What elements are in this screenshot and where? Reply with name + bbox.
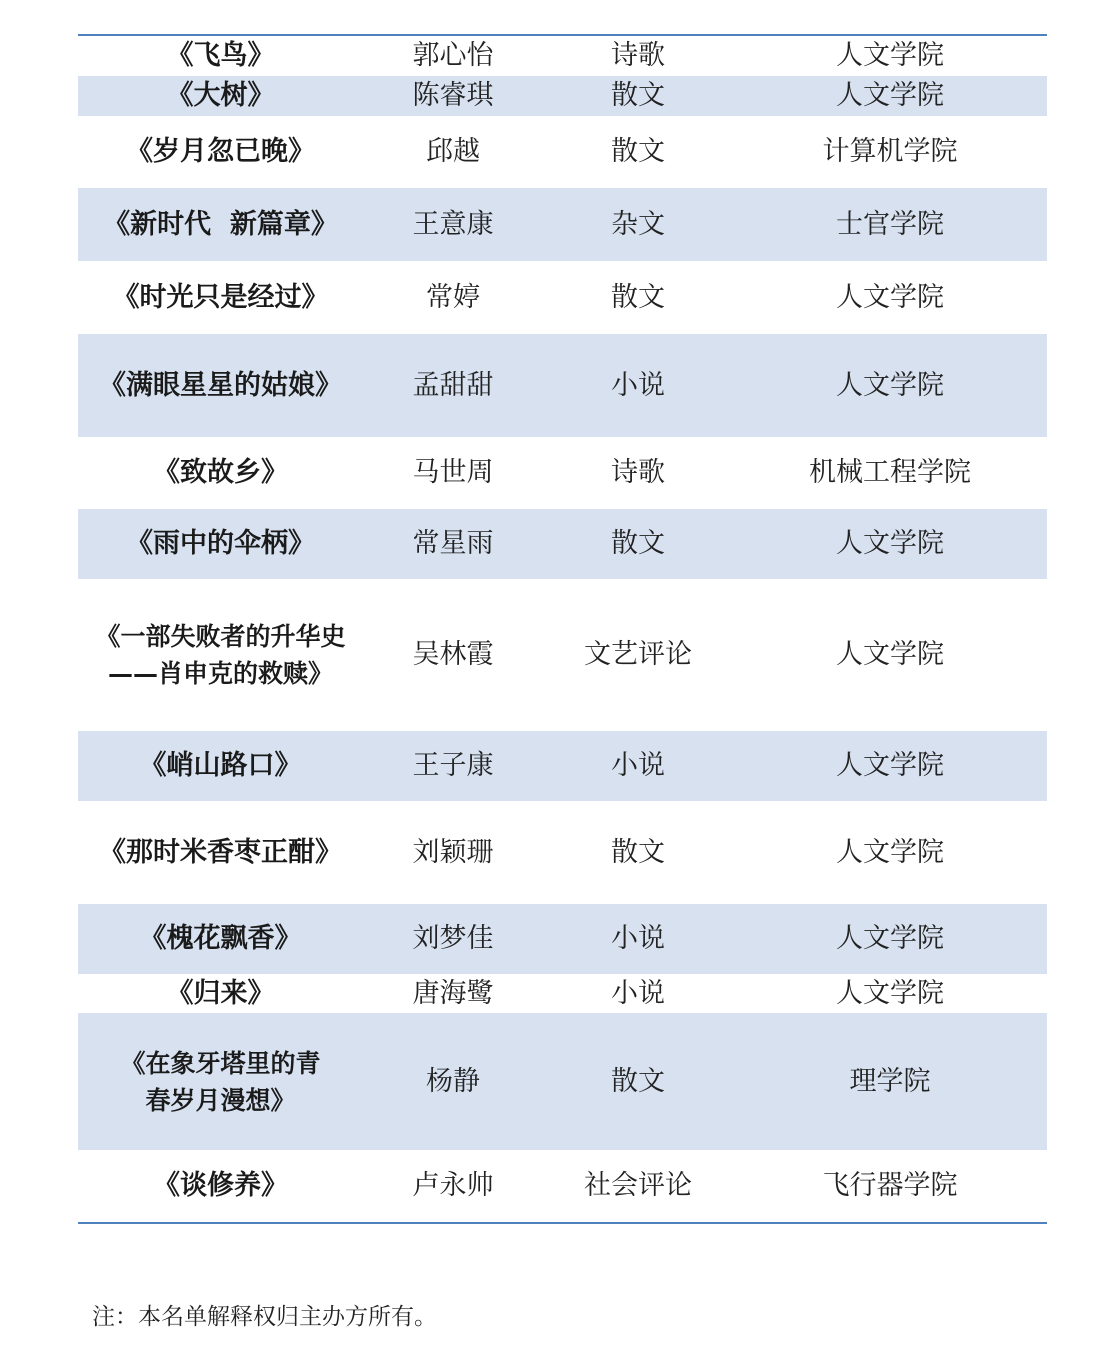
genre: 散文: [543, 509, 733, 579]
author-name: 马世周: [412, 457, 494, 489]
work-title: 《致故乡》: [153, 457, 288, 489]
work-title-line: 《一部失败者的升华史: [95, 622, 346, 651]
author-name: 吴林霞: [412, 639, 494, 671]
genre: 小说: [543, 731, 733, 801]
table-row: [78, 334, 1047, 437]
work-title: 《峭山路口》: [78, 731, 363, 801]
author-name: 卢永帅: [412, 1170, 494, 1202]
table-row: [78, 1013, 1047, 1150]
college: 士官学院: [733, 188, 1047, 261]
college: 人文学院: [836, 639, 944, 671]
college: 人文学院: [836, 836, 944, 868]
college: 计算机学院: [822, 136, 958, 168]
work-title: 《岁月忽已晚》: [126, 136, 315, 168]
genre: 小说: [611, 977, 665, 1009]
work-title: [78, 1013, 363, 1150]
table-row: [78, 974, 1047, 1013]
college: 理学院: [733, 1013, 1047, 1150]
work-title: 《大树》: [78, 76, 363, 116]
table-row: [78, 76, 1047, 116]
work-title: 《新时代 新篇章》: [78, 188, 363, 261]
work-title: 《飞鸟》: [166, 40, 275, 72]
genre: 散文: [543, 1013, 733, 1150]
work-title-line: 《在象牙塔里的青: [120, 1048, 321, 1078]
author-name: 王意康: [363, 188, 543, 261]
college: 人文学院: [733, 509, 1047, 579]
work-title: 《那时米香枣正酣》: [99, 836, 342, 868]
genre: 诗歌: [611, 457, 665, 489]
table-row: [78, 36, 1047, 76]
genre: 杂文: [543, 188, 733, 261]
college: 人文学院: [733, 76, 1047, 116]
college: 人文学院: [836, 281, 944, 313]
genre: 小说: [543, 904, 733, 974]
work-title-line: 春岁月漫想》: [145, 1085, 296, 1115]
college: 机械工程学院: [809, 457, 971, 489]
college: 人文学院: [733, 731, 1047, 801]
author-name: 刘颖珊: [412, 836, 494, 868]
work-title: 《满眼星星的姑娘》: [78, 334, 363, 437]
author-name: 郭心怡: [412, 40, 494, 72]
work-title: [78, 579, 363, 731]
genre: 散文: [543, 76, 733, 116]
table-row: [78, 801, 1047, 904]
college: 人文学院: [836, 40, 944, 72]
table-row: [78, 579, 1047, 731]
work-title: 《雨中的伞柄》: [78, 509, 363, 579]
table-row: [78, 116, 1047, 188]
author-name: 杨静: [363, 1013, 543, 1150]
author-name: 刘梦佳: [363, 904, 543, 974]
genre: 散文: [611, 136, 665, 168]
genre: 社会评论: [584, 1170, 692, 1202]
college: 飞行器学院: [822, 1170, 958, 1202]
author-name: 唐海鹭: [412, 977, 494, 1009]
genre: 文艺评论: [584, 639, 692, 671]
award-table: [78, 36, 1047, 1222]
genre: 诗歌: [611, 40, 665, 72]
award-list-table: [78, 34, 1047, 1224]
genre: 小说: [543, 334, 733, 437]
genre: 散文: [611, 281, 665, 313]
footnote: 注：本名单解释权归主办方所有。: [92, 1304, 437, 1330]
table-row: [78, 904, 1047, 974]
college: 人文学院: [733, 334, 1047, 437]
table-row: [78, 1150, 1047, 1222]
work-title: 《谈修养》: [153, 1170, 288, 1202]
author-name: 王子康: [363, 731, 543, 801]
college: 人文学院: [836, 977, 944, 1009]
work-title: 《归来》: [166, 977, 275, 1009]
genre: 散文: [611, 836, 665, 868]
table-row: [78, 437, 1047, 509]
table-row: [78, 261, 1047, 334]
author-name: 陈睿琪: [363, 76, 543, 116]
table-row: [78, 731, 1047, 801]
work-title: 《槐花飘香》: [78, 904, 363, 974]
college: 人文学院: [733, 904, 1047, 974]
work-title-line: ——肖申克的救赎》: [107, 659, 333, 688]
table-row: [78, 188, 1047, 261]
table-row: [78, 509, 1047, 579]
author-name: 邱越: [426, 136, 480, 168]
author-name: 常星雨: [363, 509, 543, 579]
work-title: 《时光只是经过》: [112, 281, 329, 313]
author-name: 孟甜甜: [363, 334, 543, 437]
author-name: 常婷: [426, 281, 480, 313]
